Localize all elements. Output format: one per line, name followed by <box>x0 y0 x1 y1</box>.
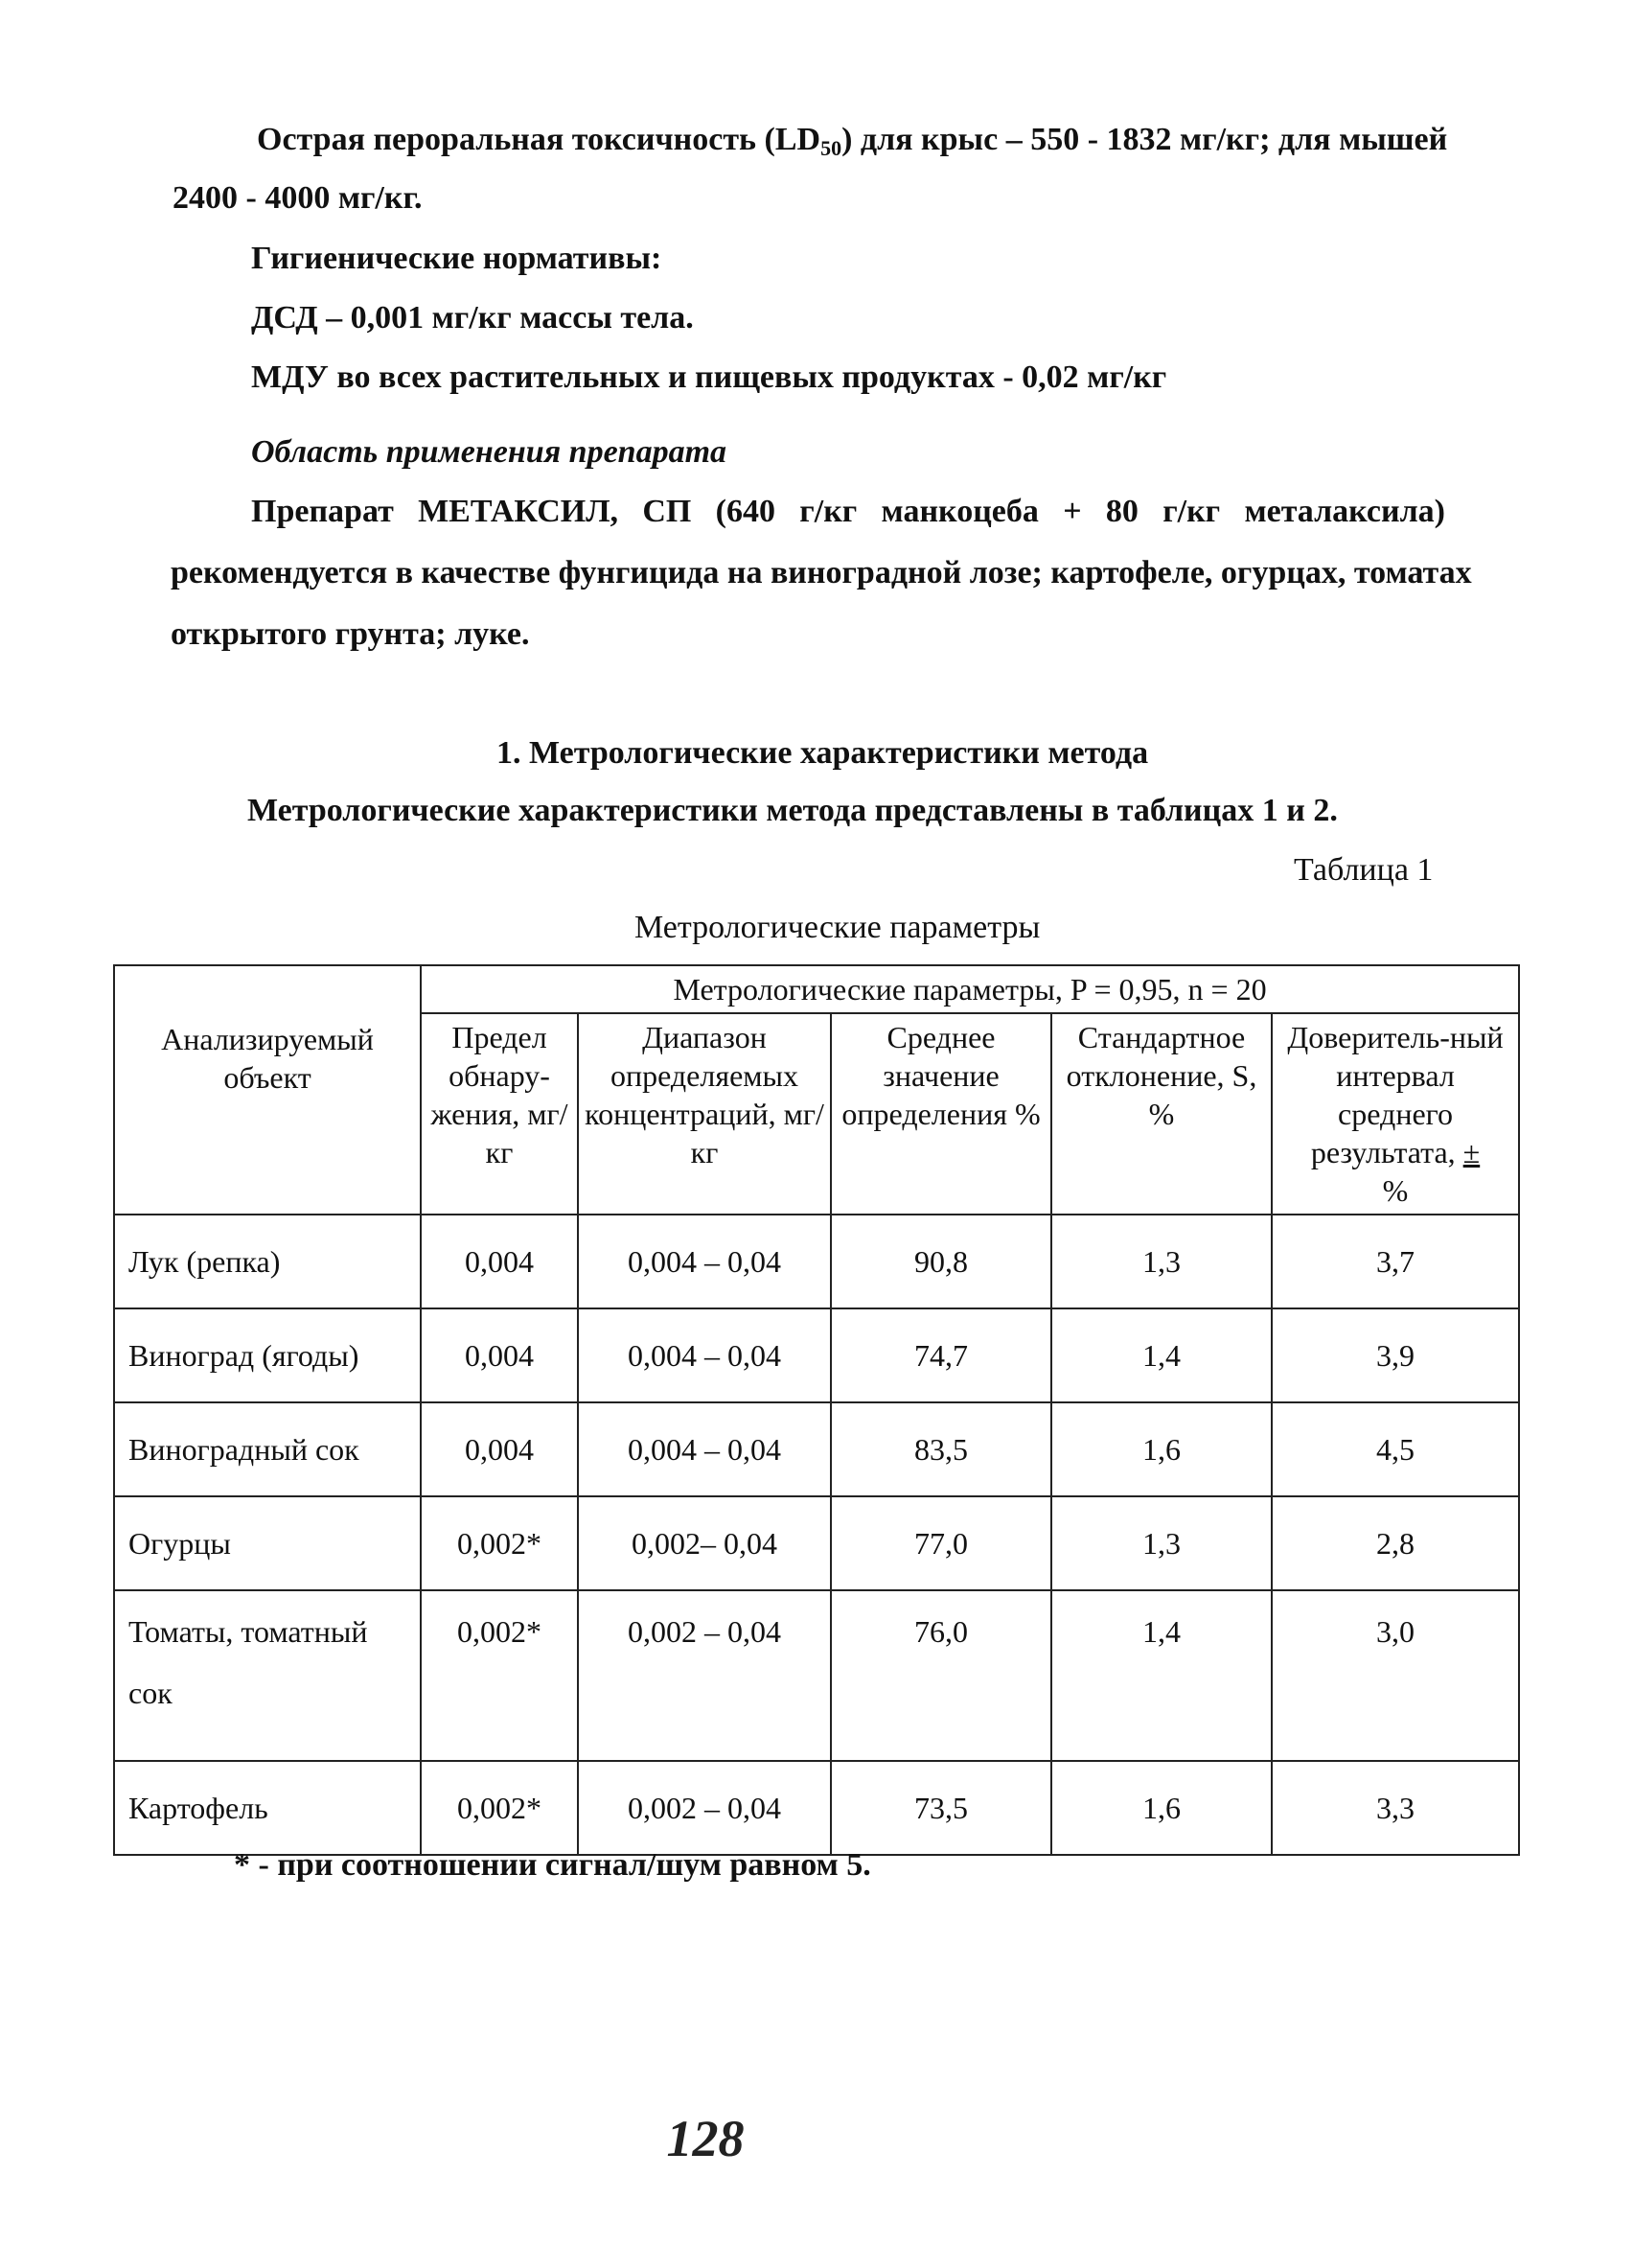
table-row <box>114 1590 1519 1761</box>
table-footnote: * - при соотношении сигнал/шум равном 5. <box>234 1847 871 1883</box>
object-cell: Виноград (ягоды) <box>114 1308 421 1402</box>
confidence-interval-header <box>1272 1013 1519 1215</box>
ci-cell: 4,5 <box>1272 1402 1519 1496</box>
mdu-norm: МДУ во всех растительных и пищевых продуктах - 0,02 мг/кг <box>251 359 1167 395</box>
application-line-2: рекомендуется в качестве фунгицида на виноградной лозе; картофеле, огурцах, томатах <box>171 555 1472 590</box>
limit-cell: 0,002* <box>421 1496 578 1590</box>
object-cell: Лук (репка) <box>114 1215 421 1308</box>
sd-cell: 1,3 <box>1051 1496 1272 1590</box>
group-column-header: Метрологические параметры, P = 0,95, n = 20 <box>421 965 1519 1013</box>
application-line-1: Препарат МЕТАКСИЛ, СП (640 г/кг манкоцеба + 80 г/кг металаксила) <box>251 494 1445 529</box>
limit-cell: 0,004 <box>421 1308 578 1402</box>
ci-cell: 2,8 <box>1272 1496 1519 1590</box>
table-header-row-1 <box>114 965 1519 1013</box>
limit-cell: 0,004 <box>421 1215 578 1308</box>
application-line-3: открытого грунта; луке. <box>171 616 530 652</box>
dsd-norm: ДСД – 0,001 мг/кг массы тела. <box>251 300 694 336</box>
object-cell: Томаты, томатный сок <box>114 1590 421 1761</box>
page-number: 128 <box>666 2110 745 2167</box>
range-cell: 0,002 – 0,04 <box>578 1761 831 1855</box>
ci-cell: 3,9 <box>1272 1308 1519 1402</box>
sd-cell: 1,4 <box>1051 1308 1272 1402</box>
toxicity-line-1 <box>257 119 1447 170</box>
ci-cell: 3,7 <box>1272 1215 1519 1308</box>
std-deviation-header: Стандартное отклонение, S, % <box>1051 1013 1272 1215</box>
mean-cell: 83,5 <box>831 1402 1051 1496</box>
application-heading: Область применения препарата <box>251 434 727 470</box>
object-column-header: Анализируемый объект <box>114 965 421 1215</box>
mean-cell: 90,8 <box>831 1215 1051 1308</box>
section-1-heading: 1. Метрологические характеристики метода <box>496 735 1149 771</box>
metrology-table <box>113 964 1520 1856</box>
object-cell: Картофель <box>114 1761 421 1855</box>
sd-cell: 1,3 <box>1051 1215 1272 1308</box>
section-1-text: Метрологические характеристики метода представлены в таблицах 1 и 2. <box>247 793 1338 828</box>
range-cell: 0,004 – 0,04 <box>578 1215 831 1308</box>
sd-cell: 1,4 <box>1051 1590 1272 1761</box>
table-title: Метрологические параметры <box>634 910 1041 945</box>
hygiene-heading: Гигиенические нормативы: <box>251 241 662 276</box>
limit-cell: 0,002* <box>421 1761 578 1855</box>
range-cell: 0,002 – 0,04 <box>578 1590 831 1761</box>
limit-cell: 0,002* <box>421 1590 578 1761</box>
mean-cell: 73,5 <box>831 1761 1051 1855</box>
range-cell: 0,004 – 0,04 <box>578 1402 831 1496</box>
ci-cell: 3,3 <box>1272 1761 1519 1855</box>
table-row <box>114 1761 1519 1855</box>
mean-value-header: Среднее значение определения % <box>831 1013 1051 1215</box>
concentration-range-header: Диапазон определяемых концентраций, мг/кг <box>578 1013 831 1215</box>
plus-minus-sign: ± <box>1462 1135 1481 1169</box>
toxicity-text-post: ) для крыс – 550 - 1832 мг/кг; для мышей <box>841 122 1448 157</box>
sd-cell: 1,6 <box>1051 1761 1272 1855</box>
object-cell: Огурцы <box>114 1496 421 1590</box>
confidence-interval-text: Доверитель-ный интервал среднего результата, <box>1287 1020 1504 1169</box>
table-row <box>114 1496 1519 1590</box>
table-row <box>114 1215 1519 1308</box>
toxicity-text-pre: Острая пероральная токсичность (LD <box>257 122 821 157</box>
sd-cell: 1,6 <box>1051 1402 1272 1496</box>
mean-cell: 77,0 <box>831 1496 1051 1590</box>
percent-sign: % <box>1382 1173 1409 1208</box>
ci-cell: 3,0 <box>1272 1590 1519 1761</box>
table-row <box>114 1308 1519 1402</box>
object-cell: Виноградный сок <box>114 1402 421 1496</box>
mean-cell: 76,0 <box>831 1590 1051 1761</box>
table-row <box>114 1402 1519 1496</box>
mean-cell: 74,7 <box>831 1308 1051 1402</box>
table-label: Таблица 1 <box>1294 852 1434 888</box>
limit-cell: 0,004 <box>421 1402 578 1496</box>
ld-subscript: 50 <box>820 136 842 160</box>
detection-limit-header: Предел обнару-жения, мг/кг <box>421 1013 578 1215</box>
toxicity-line-2: 2400 - 4000 мг/кг. <box>173 180 423 216</box>
range-cell: 0,002– 0,04 <box>578 1496 831 1590</box>
range-cell: 0,004 – 0,04 <box>578 1308 831 1402</box>
